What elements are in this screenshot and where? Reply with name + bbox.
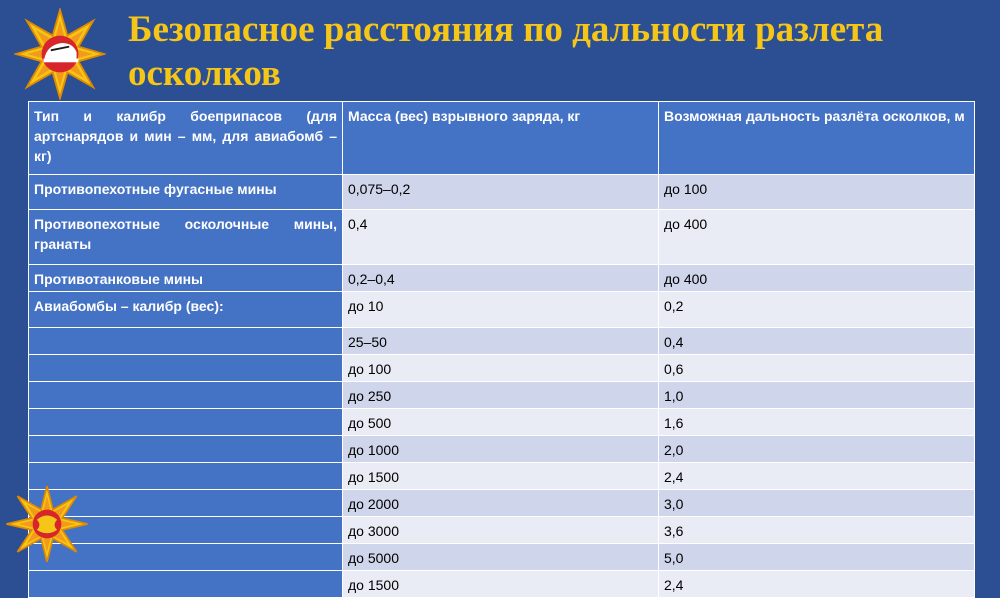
- column-header-range: Возможная дальность разлёта осколков, м: [659, 102, 975, 175]
- cell-type: [29, 355, 343, 382]
- cell-range: до 100: [659, 175, 975, 210]
- cell-type: [29, 571, 343, 598]
- cell-mass: до 500: [343, 409, 659, 436]
- cell-mass: 0,2–0,4: [343, 265, 659, 292]
- cell-type: [29, 382, 343, 409]
- cell-range: 2,0: [659, 436, 975, 463]
- cell-range: до 400: [659, 210, 975, 265]
- cell-range: 0,4: [659, 328, 975, 355]
- cell-range: 1,0: [659, 382, 975, 409]
- cell-range: 2,4: [659, 463, 975, 490]
- cell-type: Противопехотные осколочные мины, гранаты: [29, 210, 343, 265]
- cell-type: [29, 328, 343, 355]
- table-row: [29, 210, 975, 265]
- table-row: [29, 490, 975, 517]
- table-row: [29, 571, 975, 598]
- cell-mass: до 250: [343, 382, 659, 409]
- data-table-container: [28, 101, 974, 598]
- cell-type: [29, 409, 343, 436]
- cell-range: 3,0: [659, 490, 975, 517]
- cell-range: 3,6: [659, 517, 975, 544]
- cell-range: 0,6: [659, 355, 975, 382]
- table-row: [29, 517, 975, 544]
- emergency-emblem-icon: [4, 486, 90, 562]
- table-row: [29, 409, 975, 436]
- table-row: [29, 463, 975, 490]
- table-row: [29, 328, 975, 355]
- cell-type: Противопехотные фугасные мины: [29, 175, 343, 210]
- table-row: [29, 382, 975, 409]
- cell-range: до 400: [659, 265, 975, 292]
- cell-range: 5,0: [659, 544, 975, 571]
- cell-mass: до 10: [343, 292, 659, 328]
- table-row: [29, 175, 975, 210]
- column-header-mass: Масса (вес) взрывного заряда, кг: [343, 102, 659, 175]
- cell-type: Противотанковые мины: [29, 265, 343, 292]
- cell-mass: до 1500: [343, 571, 659, 598]
- table-row: [29, 265, 975, 292]
- table-row: [29, 544, 975, 571]
- column-header-type: Тип и калибр боеприпасов (для артснарядов и мин – мм, для авиабомб – кг): [29, 102, 343, 175]
- cell-type: Авиабомбы – калибр (вес):: [29, 292, 343, 328]
- cell-mass: 0,4: [343, 210, 659, 265]
- cell-mass: до 3000: [343, 517, 659, 544]
- cell-mass: 25–50: [343, 328, 659, 355]
- cell-range: 1,6: [659, 409, 975, 436]
- cell-type: [29, 436, 343, 463]
- table-header-row: [29, 102, 975, 175]
- cell-mass: до 1500: [343, 463, 659, 490]
- cell-range: 2,4: [659, 571, 975, 598]
- cell-mass: 0,075–0,2: [343, 175, 659, 210]
- emergency-emblem-icon: [14, 8, 106, 100]
- cell-mass: до 5000: [343, 544, 659, 571]
- slide-title: Безопасное расстояния по дальности разлета осколков: [128, 9, 884, 94]
- fragment-range-table: [28, 101, 975, 598]
- table-row: [29, 292, 975, 328]
- cell-mass: до 2000: [343, 490, 659, 517]
- cell-mass: до 100: [343, 355, 659, 382]
- table-row: [29, 436, 975, 463]
- cell-range: 0,2: [659, 292, 975, 328]
- table-row: [29, 355, 975, 382]
- cell-mass: до 1000: [343, 436, 659, 463]
